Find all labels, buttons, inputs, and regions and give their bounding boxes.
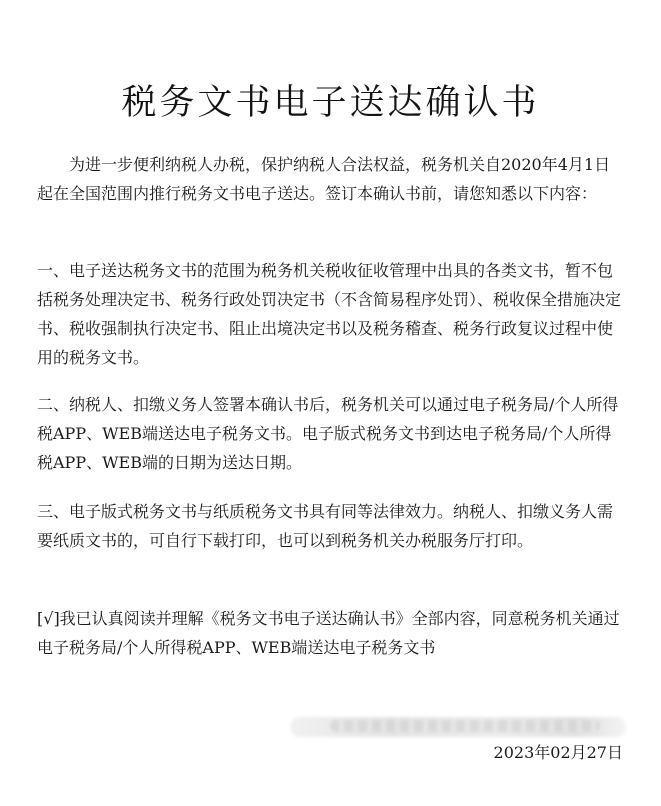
clause-3-paragraph: 三、电子版式税务文书与纸质税务文书具有同等法律效力。纳税人、扣缴义务人需要纸质文书的，可自行下载打印，也可以到税务机关办税服务厅打印。 — [37, 502, 614, 550]
redacted-signature-line — [290, 717, 626, 737]
redacted-text-mask — [330, 720, 600, 732]
agreement-statement: [√]我已认真阅读并理解《税务文书电子送达确认书》全部内容，同意税务机关通过电子税务局/个人所得税APP、WEB端送达电子税务文书 — [37, 609, 620, 657]
signing-date: 2023年02月27日 — [493, 743, 623, 762]
document-title: 税务文书电子送达确认书 — [121, 83, 540, 124]
clause-1-paragraph: 一、电子送达税务文书的范围为税务机关税收征收管理中出具的各类文书，暂不包括税务处理决定书、税务行政处罚决定书（不含简易程序处罚）、税收保全措施决定书、税收强制执行决定书、阻止出境决定书以及税务稽查、税务行政复议过程中使用的税务文书。 — [37, 261, 622, 367]
intro-paragraph: 为进一步便利纳税人办税，保护纳税人合法权益，税务机关自2020年4月1日起在全国范围内推行税务文书电子送达。签订本确认书前，请您知悉以下内容： — [37, 155, 611, 203]
clause-2-paragraph: 二、纳税人、扣缴义务人签署本确认书后，税务机关可以通过电子税务局/个人所得税APP、WEB端送达电子税务文书。电子版式税务文书到达电子税务局/个人所得税APP、WEB端的日期为送达日期。 — [37, 395, 619, 472]
